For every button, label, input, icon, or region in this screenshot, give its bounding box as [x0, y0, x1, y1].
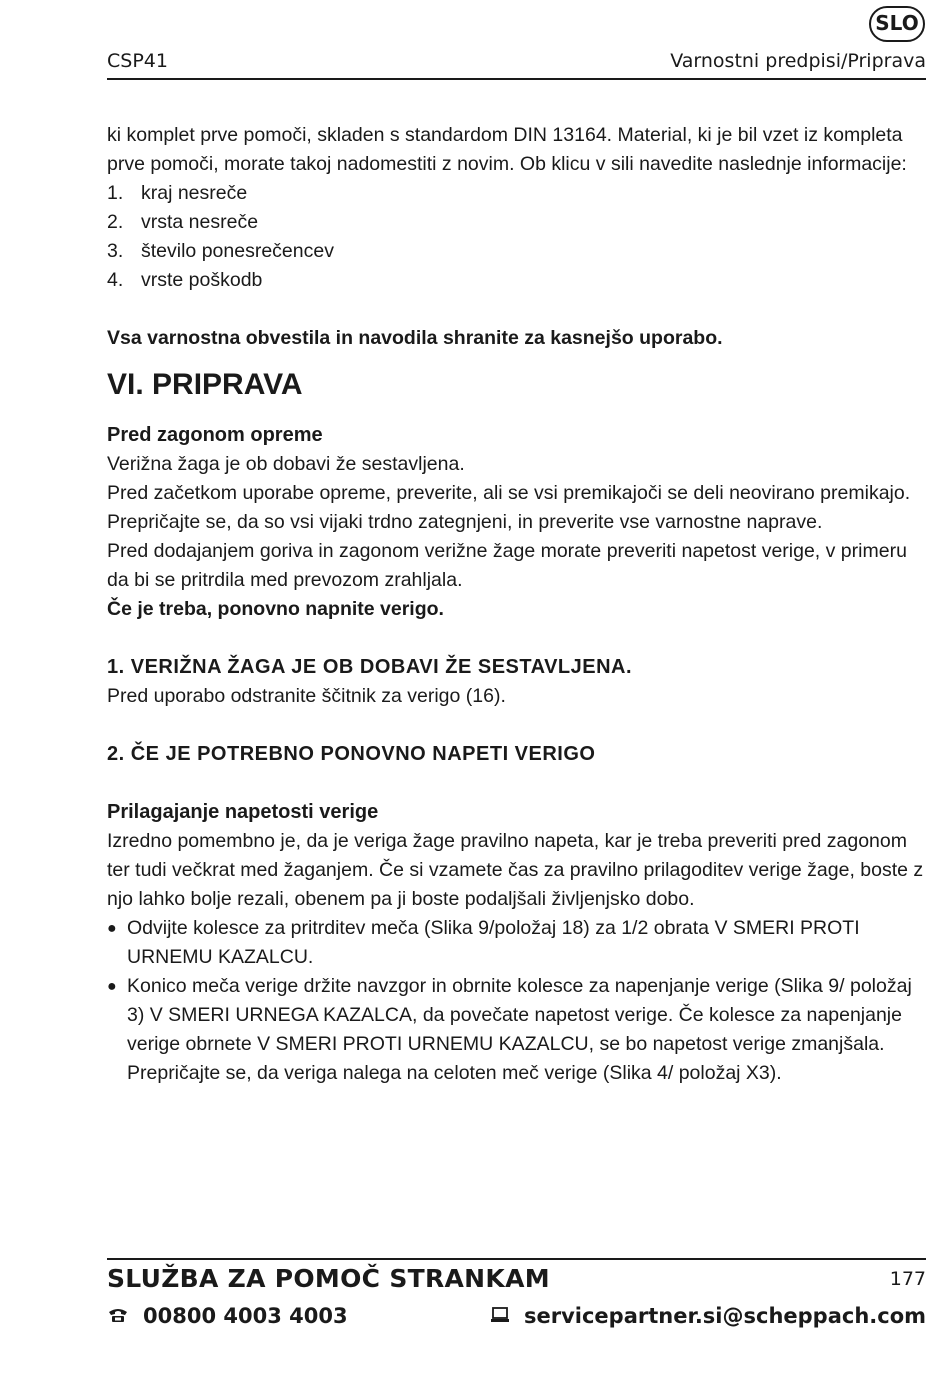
step-1-heading: 1. VERIŽNA ŽAGA JE OB DOBAVI ŽE SESTAVLJENA. — [107, 656, 633, 678]
email-contact — [490, 1304, 926, 1328]
page-content — [107, 121, 929, 1088]
customer-service-title: SLUŽBA ZA POMOČ STRANKAM — [107, 1264, 550, 1293]
header-rule — [107, 78, 926, 80]
subheading-before-start: Pred zagonom opreme — [107, 424, 323, 446]
footer-rule — [107, 1258, 926, 1260]
section-title: Varnostni predpisi/Priprava — [670, 50, 926, 72]
email-address[interactable]: servicepartner.si@scheppach.com — [523, 1304, 926, 1328]
paragraph: Izredno pomembno je, da je veriga žage pravilno napeta, kar je treba preveriti pred zagonom ter tudi večkrat med žaganjem. Če si vzamete čas za pravilno prilagoditev verige žage, boste z njo lahko bolje rezali, obenem pa ji boste podaljšali življenjsko dobo. — [107, 830, 924, 910]
phone-icon — [107, 1304, 129, 1328]
tension-reminder: Če je treba, ponovno napnite verigo. — [107, 598, 444, 620]
list-item: ● Konico meča verige držite navzgor in obrnite kolesce za napenjanje verige (Slika 9/ položaj 3) V SMERI URNEGA KAZALCA, da povečate napetost verige. Če kolesce za napenjanje verige obrnete V SMERI PROTI URNEMU KAZALCU, se bo napetost verige zmanjšala. Prepričajte se, da veriga nalega na celoten meč verige (Slika 4/ položaj X3). — [107, 972, 929, 1088]
page-number: 177 — [889, 1268, 926, 1290]
paragraph: Verižna žaga je ob dobavi že sestavljena. — [107, 453, 465, 475]
keep-instructions-notice: Vsa varnostna obvestila in navodila shranite za kasnejšo uporabo. — [107, 327, 723, 349]
section-heading: VI. PRIPRAVA — [107, 368, 303, 401]
phone-contact — [107, 1304, 348, 1328]
step-1-text: Pred uporabo odstranite ščitnik za verigo (16). — [107, 685, 506, 707]
list-item: 2. vrsta nesreče — [107, 211, 259, 233]
model-name: CSP41 — [107, 50, 168, 72]
list-item: ● Odvijte kolesce za pritrditev meča (Slika 9/položaj 18) za 1/2 obrata V SMERI PROTI URNEMU KAZALCU. — [107, 914, 929, 972]
intro-paragraph: ki komplet prve pomoči, skladen s standardom DIN 13164. Material, ki je bil vzet iz kompleta prve pomoči, morate takoj nadomestiti z novim. Ob klicu v sili navedite naslednje informacije: — [107, 124, 907, 175]
list-item: 1. kraj nesreče — [107, 182, 248, 204]
paragraph: Pred začetkom uporabe opreme, preverite, ali se vsi premikajoči se deli neovirano premikajo. Prepričajte se, da so vsi vijaki trdno zategnjeni, in preverite vse varnostne naprave. — [107, 482, 911, 533]
bullet-icon: ● — [107, 978, 117, 995]
language-badge: SLO — [869, 6, 925, 42]
emergency-info-list — [107, 179, 929, 295]
subheading-chain-tension: Prilagajanje napetosti verige — [107, 801, 379, 823]
phone-number[interactable]: 00800 4003 4003 — [143, 1304, 348, 1328]
list-item: 3. število ponesrečencev — [107, 240, 334, 262]
paragraph: Pred dodajanjem goriva in zagonom verižne žage morate preveriti napetost verige, v primeru da bi se pritrdila med prevozom zrahljala. — [107, 540, 907, 591]
list-item: 4. vrste poškodb — [107, 269, 263, 291]
computer-icon — [490, 1304, 510, 1328]
bullet-icon: ● — [107, 920, 117, 937]
step-2-heading: 2. ČE JE POTREBNO PONOVNO NAPETI VERIGO — [107, 743, 596, 765]
instruction-bullets — [107, 914, 929, 1088]
